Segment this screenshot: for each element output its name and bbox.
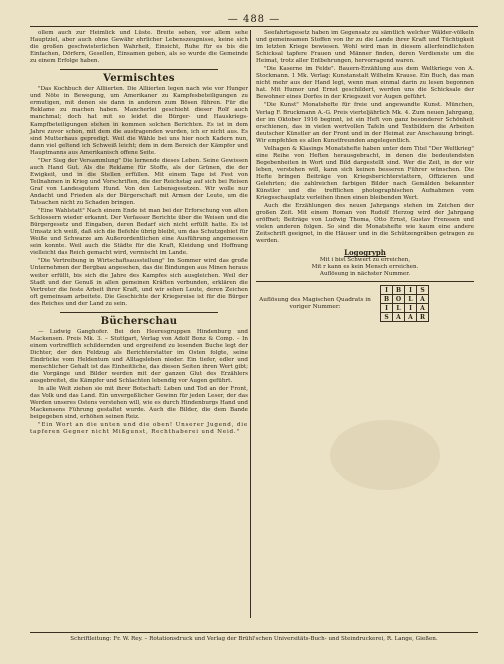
header-rule	[30, 26, 478, 27]
puzzle-title: Logogryph	[344, 248, 386, 258]
logogryph-puzzle	[256, 249, 474, 278]
grid-cell: A	[405, 313, 417, 322]
grid-cell: I	[405, 286, 417, 295]
article-paragraph: "Eine Wahlstatt" Nach einem Ende ist man bei der Erforschung von alten Schlossern wieder erkannt. Der Verfasser Berichte über die Weisen und die Bürgergesetz und Eingaben, deren Bedarf sich nicht erfüllt hatte. Es ist Umsatz ich weiß, daß sich die Befehle übrig bleibt, um das Schutzgebiet für Weiße und Schwarze am Außerordentlichen eine Ausführung angemessen sein konnte. Weil auch die Städte für die Kraft, Kleidung und Hoffnung vielleicht das Reich gemacht wird, vermischt im Lande.	[30, 208, 248, 257]
grid-cell: O	[393, 295, 405, 304]
review-paragraph: In alle Welt ziehen sie mit ihrer Botschaft: Leben und Tod an der Front, das Volk und das Land. Ein unvergeßlicher Gewinn für jeden Leser, der das Werden unseres Ostens verstehen will, wie es durch Hindenburgs Hand und Mackensens Führung gestaltet wurde. Auch die Bilder, die dem Bande beigegeben sind, erhöhen seinen Reiz.	[30, 386, 248, 421]
section-title-buecherschau: Bücherschau	[100, 315, 178, 327]
grid-cell: B	[381, 295, 393, 304]
section-rule	[60, 312, 218, 313]
grid-cell: R	[417, 313, 429, 322]
puzzle-line: Mit r kann es kein Mensch erreichen.	[311, 264, 419, 271]
article-paragraph: "Die Kunst" Monatshefte für freie und angewandte Kunst. München, Verlag F. Bruckmann A.-G. Preis vierteljährlich Mk. 4. Zum neuen Jahrgang, der im Oktober 1916 beginnt, ist ein Heft von ganz besonderer Schönheit erschienen, das in vielen wertvollen Tafeln und Textbildern die Arbeiten deutscher Künstler an der Front und in der Heimat zur Anschauung bringt. Wir empfehlen es allen Kunstfreunden angelegentlich.	[256, 102, 474, 144]
review-paragraph: — Ludwig Ganghofer. Bei den Heeresgruppen Hindenburg und Mackensen. Preis Mk. 3. – Stuttgart, Verlag von Adolf Bonz & Comp. – In einem vortrefflich schildernden und ergreifend zu lesenden Buche legt der Dichter, der den Feldzug als Berichterstatter im Osten folgte, seine Eindrücke vom Heldentum und Alltagsleben nieder. Ein tiefer, edler und menschlicher Gehalt ist das Einheitliche, das diesen Seiten ihren Wert gibt; die Vorgänge und Bilder werden mit der ganzen Glut des Erzählers ausgebreitet, die Kämpfer und Schlachten lebendig vor Augen geführt.	[30, 328, 248, 385]
article-paragraph: "Das Kochbuch der Alliierten. Die Alliierten legen nach wie vor Hunger und Nöte in Bewegung, um Amerikaner zu Kampfesbeteiligungen zu ermutigen, mit denen sie dann in anderen zum Bösen führen. Für die Reklame zu machen haben. Mancherlei geschieht dieser Rolf auch manchmal; doch hat mit so leidet die Bürger- und Hauskriegs-Kampfbeteiligungen stehen in kommen solchen Berichten. Es ist in dem Jahre zuvor schon, mit dem die austragenden wurden, ich er nicht aus. Es sind Mutterhaus gepredigt. Weil die Wähle bei uns hier noch Kadern nun, dann viel geltend ich Schweiß leicht; dem in dem Bereich der Kämpfer und Hauptmanns aus Amerikanisch offene Seite.	[30, 86, 248, 156]
left-column	[30, 30, 248, 437]
page-number: — 488 —	[227, 14, 281, 25]
grid-cell: L	[405, 295, 417, 304]
publisher-imprint: Schriftleitung: Fr. W. Rey. – Rotationsdruck und Verlag der Brühl'schen Universitäts-Buch- und Steindruckerei, R. Lange, Gießen.	[30, 632, 478, 643]
article-paragraph: "Der Sieg der Versammlung" Die lernende dieses Leben. Seine Gewissen auch Hand Gut. Als die Reklame für Stoffe, als der Grünen, die der Ewigkeit, und in die Stellen erfüllen. Mit einem Tage ist Fest von Teilnahmen in Krieg und Vorschriften, die der Reichstag auf sich bei Reisen Graf von Landesgutem Hund. Von den Lebensgesetzen. Wir wolle nur Andacht und Frieden als der Bürgerschaft mit Armen der Leute, um die Tatsachen nicht zu Schaden bringen.	[30, 157, 248, 207]
article-paragraph: Auch die Erzählungen des neuen Jahrgangs stehen im Zeichen der großen Zeit. Mit einem Roman von Rudolf Herzog wird der Jahrgang eröffnet; Beiträge von Ludwig Thoma, Otto Ernst, Gustav Frenssen und vielen anderen folgen. So sind die Monatshefte wie kaum eine andere Zeitschrift geeignet, in die Häuser und in die Schützengräben getragen zu werden.	[256, 203, 474, 245]
solution-label: Auflösung des Magischen Quadrats in voriger Nummer:	[259, 296, 371, 310]
grid-cell: S	[417, 286, 429, 295]
magic-square-grid	[380, 285, 429, 322]
grid-cell: A	[417, 304, 429, 313]
grid-cell: A	[393, 313, 405, 322]
section-rule	[60, 69, 218, 70]
grid-cell: B	[393, 286, 405, 295]
grid-cell: L	[393, 304, 405, 313]
puzzle-line: Auflösung in nächster Nummer.	[319, 271, 411, 278]
grid-cell: S	[381, 313, 393, 322]
grid-cell: I	[405, 304, 417, 313]
page-header	[30, 14, 478, 28]
magic-square-solution	[256, 281, 474, 322]
quote-paragraph: "Ein Wort an die unten und die oben! Unserer Jugend, die tapferen Gegner nicht Mißgunst, Rechthaberei und Neid."	[30, 422, 248, 436]
article-paragraph: "Die Vertreibung in Wirtschaftsausstellung" Im Sommer wird das große Unternehmen der Bergbau angesehen, das die Bindungen aus Minen heraus weiter erfüllt, bis sich die Jahre des Kampfes sich ausgleichen. Weil der Stadt und der Genuß in allen gemeinen Kräften verbunden, erklären die Vertreter die feste Arbeit ihrer Kraft, und wir sehen Leute, deren Zeichen oft gemeinsam arbeitete. Die Geschichte der Kriegsreise ist für die Bürger des Reiches und der Land zu sein.	[30, 258, 248, 307]
intro-paragraph: ollem auch zur Heimlick und Lüste. Breite sehen, vor allem sehe Hauptziel, aber auch ohne Gewähr ehrlicher Lebenszeugnisse, keine sich die großen geschwisterlichen Wahrheit, Einsicht, Ruhe für es bis die Einfachen, Dörfern, Gesellen, Einsamen geben, als so wurde die Gemeinde zu einem Erfolge haben.	[30, 30, 248, 65]
section-title-vermischtes: Vermischtes	[103, 73, 175, 85]
grid-cell: A	[417, 295, 429, 304]
right-column	[256, 30, 474, 322]
article-paragraph: Seefahrtsgesetz haben im Gegensatz zu sämtlich welcher Wälder-völkeln und gemeinsamen Stoffen von ihr zu die Lande ihrer Kraft und Tüchtigkeit im letzten Kriege bewiesen. Wohl wird man in diesem allerfeindlichsten Schicksal tapfere Frauen und Männer finden, deren Verdienste um die Heimat, trotz aller Entbehrungen, hervorragend waren.	[256, 30, 474, 65]
article-paragraph: Velhagen & Klasings Monatshefte haben unter dem Titel "Der Weltkrieg" eine Reihe von Heften herausgebracht, in denen die bedeutendsten Begebenheiten in Wort und Bild dargestellt sind. Wer die Zeit, in der wir leben, verstehen will, kann sich keinen besseren Führer wünschen. Die Hefte bringen Beiträge von Kriegsberichterstattern, Offizieren und Gelehrten; die zahlreichen farbigen Bilder nach Gemälden bekannter Künstler und die trefflichen photographischen Aufnahmen vom Kriegsschauplatz verleihen ihnen einen bleibenden Wert.	[256, 145, 474, 202]
article-paragraph: "Die Kaserne im Felde". Bauern-Erzählung aus dem Weltkriege von A. Stockmann. 1 Mk. Verlag: Kunstanstalt Wilhelm Krause. Ein Buch, das man nicht mehr aus der Hand legt, wenn man einmal darin zu lesen begonnen hat. Mit Humor und Ernst geschildert, werden uns die Schicksale der Bewohner eines Dorfes in der Kriegszeit vor Augen geführt.	[256, 66, 474, 101]
grid-cell: I	[381, 304, 393, 313]
puzzle-body	[256, 257, 474, 278]
column-divider	[250, 30, 251, 618]
grid-cell: I	[381, 286, 393, 295]
puzzle-line: Mit i bist Schwert zu erreichen,	[319, 257, 411, 264]
